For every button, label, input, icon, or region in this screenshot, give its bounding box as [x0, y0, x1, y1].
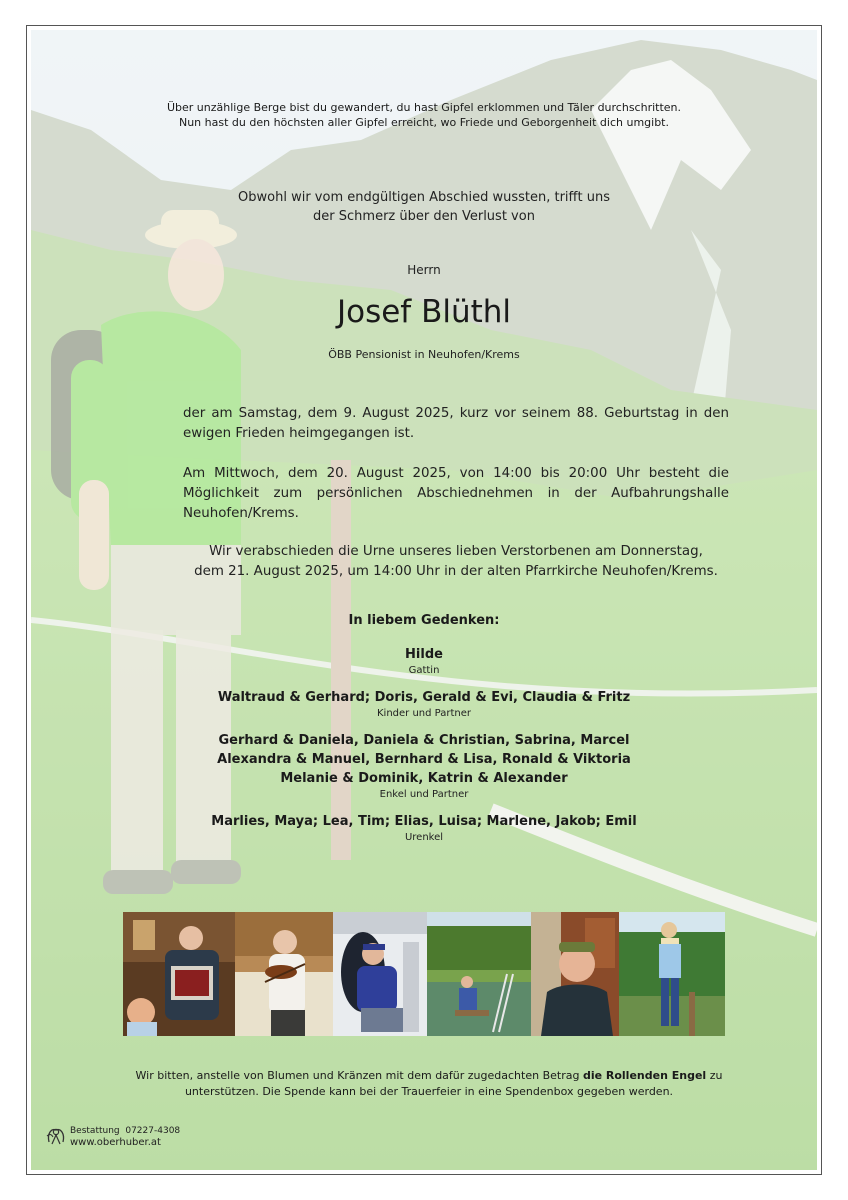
mourners-list	[31, 645, 817, 855]
mourner-role: Enkel und Partner	[379, 789, 469, 800]
mourner-names: Melanie & Dominik, Katrin & Alexander	[280, 771, 568, 786]
donation-text-before: Wir bitten, anstelle von Blumen und Kränzen mit dem dafür zugedachten Betrag	[135, 1069, 583, 1082]
mourner-names: Marlies, Maya; Lea, Tim; Elias, Luisa; Marlene, Jakob; Emil	[211, 814, 637, 829]
church-portrait-photo	[531, 912, 619, 1036]
mourner-group-children	[31, 688, 817, 720]
donation-text-after: zu unterstützen. Die Spende kann bei der Trauerfeier in eine Spendenbox gegeben werden.	[184, 1069, 723, 1098]
mourner-group-great-grandchildren	[31, 812, 817, 844]
accordion-music-photo	[123, 912, 235, 1036]
mourner-role: Urenkel	[404, 832, 444, 843]
seated-man-photo	[333, 912, 427, 1036]
mourner-group-grandchildren	[31, 731, 817, 801]
motto-line-1: Über unzählige Berge bist du gewandert, du hast Gipfel erklommen und Täler durchschritten.	[166, 101, 682, 114]
funeral-line-2: dem 21. August 2025, um 14:00 Uhr in der alten Pfarrkirche Neuhofen/Krems.	[194, 564, 718, 579]
mourner-names: Alexandra & Manuel, Bernhard & Lisa, Ronald & Viktoria	[217, 752, 631, 767]
obituary-content	[31, 30, 817, 1170]
angel-logo-icon	[45, 1124, 67, 1150]
viewing-paragraph: Am Mittwoch, dem 20. August 2025, von 14:00 bis 20:00 Uhr besteht die Möglichkeit zum persönlichen Abschiednehmen in der Aufbahrungshalle Neuhofen/Krems.	[183, 466, 729, 521]
deceased-occupation: ÖBB Pensionist in Neuhofen/Krems	[328, 348, 520, 361]
salutation: Herrn	[407, 263, 441, 277]
hiking-trail-photo	[619, 912, 725, 1036]
mourner-names: Waltraud & Gerhard; Doris, Gerald & Evi, Claudia & Fritz	[217, 690, 631, 705]
mourner-role: Kinder und Partner	[376, 708, 471, 719]
mourner-names: Hilde	[405, 647, 443, 662]
mourner-role: Gattin	[408, 665, 440, 676]
intro-line-2: der Schmerz über den Verlust von	[313, 209, 535, 224]
funeral-paragraph	[183, 542, 729, 582]
intro-line-1: Obwohl wir vom endgültigen Abschied wussten, trifft uns	[238, 190, 610, 205]
mourner-names: Gerhard & Daniela, Daniela & Christian, Sabrina, Marcel	[218, 733, 630, 748]
undertaker-phone: 07227-4308	[125, 1126, 181, 1136]
undertaker-website[interactable]: www.oberhuber.at	[70, 1137, 161, 1148]
donation-organization: die Rollenden Engel	[582, 1069, 707, 1082]
mourning-heading: In liebem Gedenken:	[348, 613, 500, 628]
motto-line-2: Nun hast du den höchsten aller Gipfel erreicht, wo Friede und Geborgenheit dich umgibt.	[178, 116, 669, 129]
mourner-group-spouse	[31, 645, 817, 677]
violin-photo	[235, 912, 333, 1036]
intro-text	[31, 188, 817, 226]
undertaker-contact	[70, 1125, 180, 1137]
undertaker-label: Bestattung	[70, 1126, 120, 1136]
death-notice-paragraph: der am Samstag, dem 9. August 2025, kurz vor seinem 88. Geburtstag in den ewigen Frieden heimgegangen ist.	[183, 406, 729, 441]
undertaker-footer	[45, 1124, 180, 1150]
deceased-name: Josef Blüthl	[336, 294, 512, 330]
funeral-line-1: Wir verabschieden die Urne unseres lieben Verstorbenen am Donnerstag,	[209, 544, 703, 559]
undertaker-text	[70, 1125, 180, 1149]
lake-bench-photo	[427, 912, 531, 1036]
motto	[31, 100, 817, 130]
donation-request	[101, 1068, 757, 1100]
photo-gallery	[123, 912, 725, 1036]
